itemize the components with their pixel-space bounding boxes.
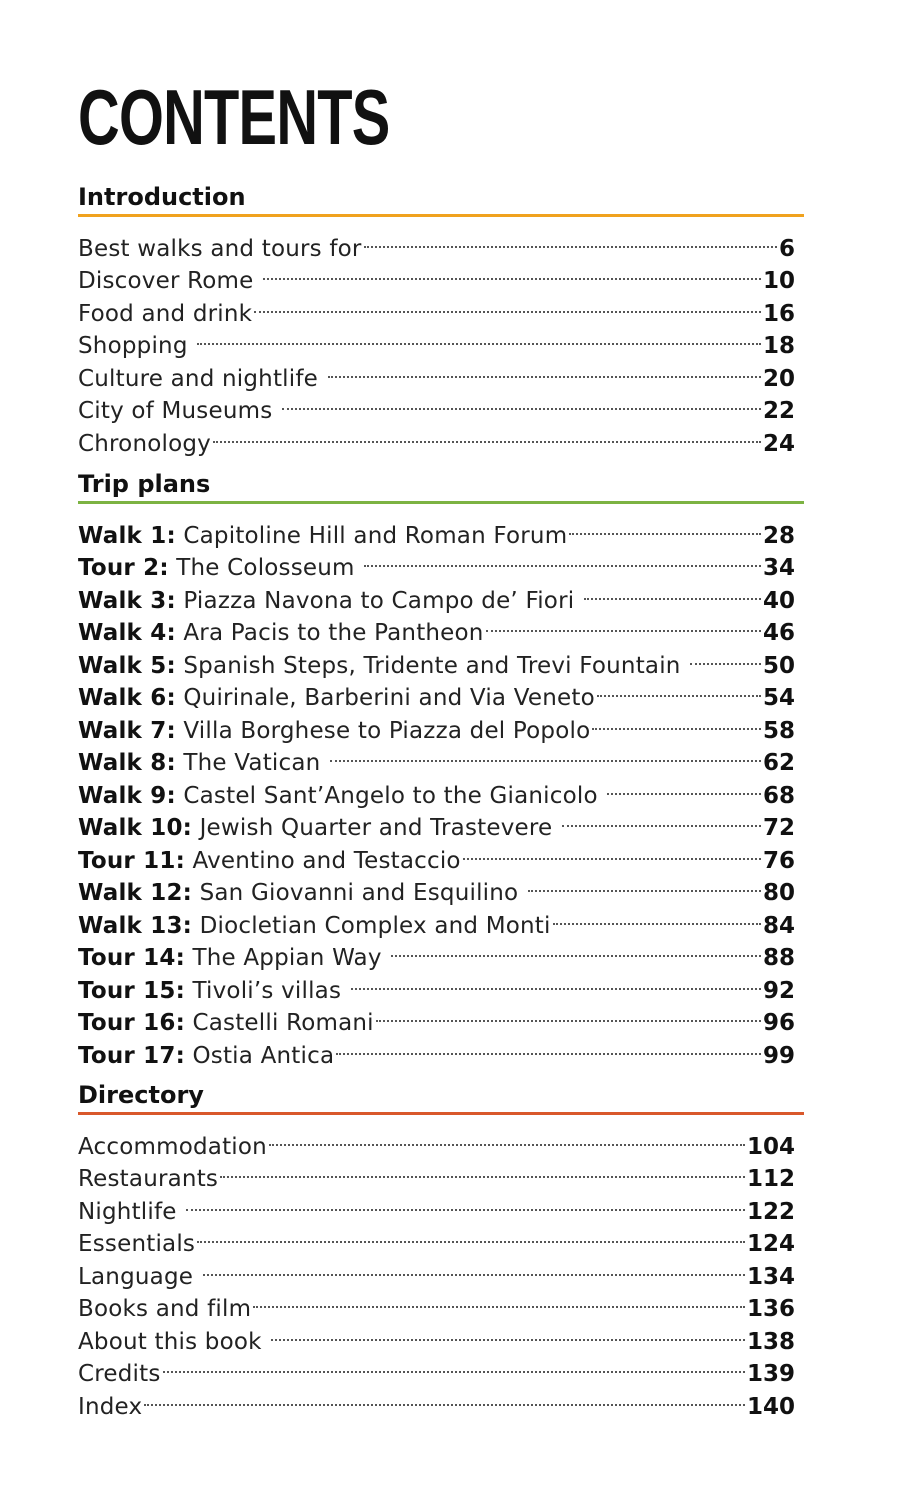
toc-entry-page-number: 104	[746, 1133, 795, 1160]
toc-entry-page-number: 10	[762, 268, 795, 294]
toc-entry-page-number: 76	[762, 847, 795, 874]
toc-entry-text: Piazza Navona to Campo de’ Fiori	[175, 587, 582, 614]
dot-leader	[336, 1030, 761, 1063]
dot-leader	[528, 868, 761, 901]
toc-entry[interactable]	[78, 223, 795, 262]
toc-entry-page-number: 122	[746, 1198, 795, 1225]
toc-entry-page-number: 40	[762, 587, 795, 614]
toc-entry-prefix: Walk 9:	[78, 782, 176, 809]
section-heading: Introduction	[78, 183, 246, 211]
toc-entry-prefix: Walk 13:	[78, 912, 193, 939]
section-directory	[78, 1080, 804, 1420]
toc-entry-text: Chronology	[78, 430, 211, 457]
section-heading: Directory	[78, 1081, 204, 1109]
toc-entry-prefix: Walk 7:	[78, 717, 176, 744]
toc-entry[interactable]	[78, 510, 795, 549]
dot-leader	[282, 386, 761, 419]
dot-leader	[391, 933, 761, 966]
dot-leader	[690, 640, 761, 673]
toc-entry-page-number: 99	[762, 1042, 795, 1069]
dot-leader	[197, 321, 761, 354]
dot-leader	[263, 256, 761, 289]
toc-entry-page-number: 34	[762, 555, 795, 581]
toc-entry[interactable]	[78, 1219, 795, 1257]
dot-leader	[562, 803, 761, 836]
toc-entry-prefix: Walk 8:	[78, 750, 176, 776]
dot-leader	[203, 1251, 745, 1284]
toc-entry-prefix: Walk 1:	[78, 522, 176, 549]
toc-entry-page-number: 46	[762, 620, 795, 646]
dot-leader	[220, 1154, 745, 1187]
dot-leader	[144, 1381, 745, 1414]
toc-entry-label	[78, 617, 484, 650]
toc-entry-text: Restaurants	[78, 1166, 219, 1192]
toc-entry-text: Castelli Romani	[184, 1010, 374, 1036]
toc-entry-text: San Giovanni and Esquilino	[192, 880, 526, 906]
toc-entry-text: The Colosseum	[168, 555, 363, 581]
dot-leader	[269, 1121, 745, 1154]
toc-entry-text: Food and drink	[78, 300, 253, 327]
toc-entry-prefix: Walk 12:	[78, 880, 193, 906]
dot-leader	[271, 1316, 745, 1349]
toc-entry-page-number: 96	[762, 1010, 795, 1036]
toc-entry-page-number: 88	[762, 945, 795, 971]
dot-leader	[376, 998, 761, 1031]
toc-entry-text: Spanish Steps, Tridente and Trevi Fountain	[175, 652, 689, 679]
toc-entry-page-number: 112	[746, 1166, 795, 1192]
dot-leader	[330, 738, 761, 771]
toc-entry-page-number: 80	[762, 880, 795, 906]
toc-entry-prefix: Tour 17:	[78, 1042, 185, 1069]
toc-entry-page-number: 134	[746, 1263, 795, 1290]
toc-entry-text: Culture and nightlife	[78, 365, 326, 392]
toc-entry-prefix: Tour 11:	[78, 847, 185, 874]
toc-entry-label	[78, 1391, 142, 1424]
dot-leader	[553, 900, 761, 933]
toc-entry-page-number: 72	[762, 815, 795, 841]
toc-entry-label	[78, 552, 362, 585]
toc-entry-label	[78, 877, 526, 910]
dot-leader	[569, 510, 761, 543]
dot-leader	[328, 353, 761, 386]
toc-entry-label	[78, 330, 195, 363]
section-introduction	[78, 182, 804, 457]
toc-entry-text: Quirinale, Barberini and Via Veneto	[175, 685, 595, 711]
toc-entry-prefix: Walk 10:	[78, 815, 193, 841]
toc-entry-prefix: Walk 6:	[78, 685, 176, 711]
toc-entry-prefix: Tour 14:	[78, 945, 185, 971]
dot-leader	[253, 1284, 745, 1317]
dot-leader	[213, 418, 761, 451]
dot-leader	[592, 705, 761, 738]
toc-entry-page-number: 54	[762, 685, 795, 711]
toc-entry-text: Ostia Antica	[184, 1042, 335, 1069]
toc-entry[interactable]	[78, 1381, 795, 1420]
toc-entry-text: Credits	[78, 1361, 161, 1387]
toc-entry-text: Jewish Quarter and Trastevere	[192, 815, 560, 841]
toc-entry-text: The Vatican	[175, 750, 328, 776]
toc-entry-label	[78, 845, 461, 878]
toc-entry-label	[78, 265, 261, 298]
toc-entry-label	[78, 942, 389, 975]
toc-entry-text: Index	[78, 1393, 143, 1420]
section-rule	[78, 214, 804, 217]
toc-entry-prefix: Tour 15:	[78, 977, 185, 1004]
toc-entry-text: Aventino and Testaccio	[184, 847, 461, 874]
toc-entry-text: Villa Borghese to Piazza del Popolo	[175, 717, 591, 744]
toc-entry-page-number: 140	[746, 1393, 795, 1420]
dot-leader	[163, 1349, 745, 1382]
toc-entry-label	[78, 682, 595, 715]
toc-entry-text: Capitoline Hill and Roman Forum	[175, 522, 568, 549]
toc-entry-label	[78, 1293, 251, 1326]
dot-leader	[597, 673, 761, 706]
toc-entry-page-number: 20	[762, 365, 795, 392]
dot-leader	[364, 223, 777, 256]
toc-entry-text: Nightlife	[78, 1198, 185, 1225]
toc-entry-label	[78, 975, 349, 1008]
toc-entry-page-number: 124	[746, 1231, 795, 1257]
dot-leader	[364, 543, 761, 576]
toc-entry-text: Discover Rome	[78, 268, 262, 294]
toc-entry-prefix: Tour 2:	[78, 555, 169, 581]
toc-entry-page-number: 16	[762, 300, 795, 327]
toc-entry-text: Diocletian Complex and Monti	[192, 912, 551, 939]
toc-entry-text: Castel Sant’Angelo to the Gianicolo	[175, 782, 606, 809]
toc-entry-label	[78, 428, 211, 461]
toc-entry-text: Best walks and tours for	[78, 235, 362, 262]
toc-entry-text: Tivoli’s villas	[184, 977, 349, 1004]
toc-entry-page-number: 58	[762, 717, 795, 744]
toc-entry-page-number: 18	[762, 333, 795, 359]
toc-entry-page-number: 68	[762, 782, 795, 809]
toc-entry-prefix: Walk 5:	[78, 652, 176, 679]
dot-leader	[584, 575, 761, 608]
toc-entry[interactable]	[78, 1186, 795, 1225]
toc-entry-prefix: Tour 16:	[78, 1010, 185, 1036]
toc-entry-page-number: 24	[762, 430, 795, 457]
toc-entry-prefix: Walk 4:	[78, 620, 176, 646]
dot-leader	[486, 608, 761, 641]
toc-entry-page-number: 28	[762, 522, 795, 549]
toc-entry-text: Accommodation	[78, 1133, 267, 1160]
toc-entry-page-number: 136	[746, 1296, 795, 1322]
dot-leader	[607, 770, 761, 803]
toc-entry-label	[78, 780, 605, 813]
toc-entry-label	[78, 1228, 195, 1261]
toc-entry-label	[78, 1261, 201, 1294]
toc-entry-page-number: 139	[746, 1361, 795, 1387]
toc-entry-label	[78, 747, 328, 780]
section-trip-plans	[78, 469, 804, 1069]
toc-entry-text: City of Museums	[78, 398, 280, 424]
dot-leader	[254, 288, 761, 321]
toc-entry-text: Books and film	[78, 1296, 252, 1322]
dot-leader	[351, 965, 761, 998]
toc-entry-text: Ara Pacis to the Pantheon	[175, 620, 484, 646]
toc-entry[interactable]	[78, 1349, 795, 1387]
toc-entry-text: Language	[78, 1263, 201, 1290]
section-rule	[78, 1112, 804, 1115]
toc-entry-text: Essentials	[78, 1231, 196, 1257]
toc-entry-text: Shopping	[78, 333, 196, 359]
toc-entry-page-number: 50	[762, 652, 795, 679]
toc-entry-page-number: 62	[762, 750, 795, 776]
toc-entry-page-number: 138	[746, 1328, 795, 1355]
toc-entry-page-number: 84	[762, 912, 795, 939]
toc-entry-text: About this book	[78, 1328, 270, 1355]
toc-entry-prefix: Walk 3:	[78, 587, 176, 614]
toc-entry[interactable]	[78, 1121, 795, 1160]
dot-leader	[186, 1186, 745, 1219]
dot-leader	[197, 1219, 745, 1252]
page-title: CONTENTS	[78, 73, 390, 161]
dot-leader	[463, 835, 761, 868]
section-heading: Trip plans	[78, 470, 211, 498]
toc-entry-text: The Appian Way	[184, 945, 390, 971]
toc-entry-label	[78, 1007, 374, 1040]
toc-entry-page-number: 22	[762, 398, 795, 424]
toc-entry-page-number: 92	[762, 977, 795, 1004]
toc-entry-label	[78, 1196, 184, 1229]
toc-entry-label	[78, 1040, 334, 1073]
toc-entry-page-number: 6	[778, 235, 795, 262]
section-rule	[78, 501, 804, 504]
